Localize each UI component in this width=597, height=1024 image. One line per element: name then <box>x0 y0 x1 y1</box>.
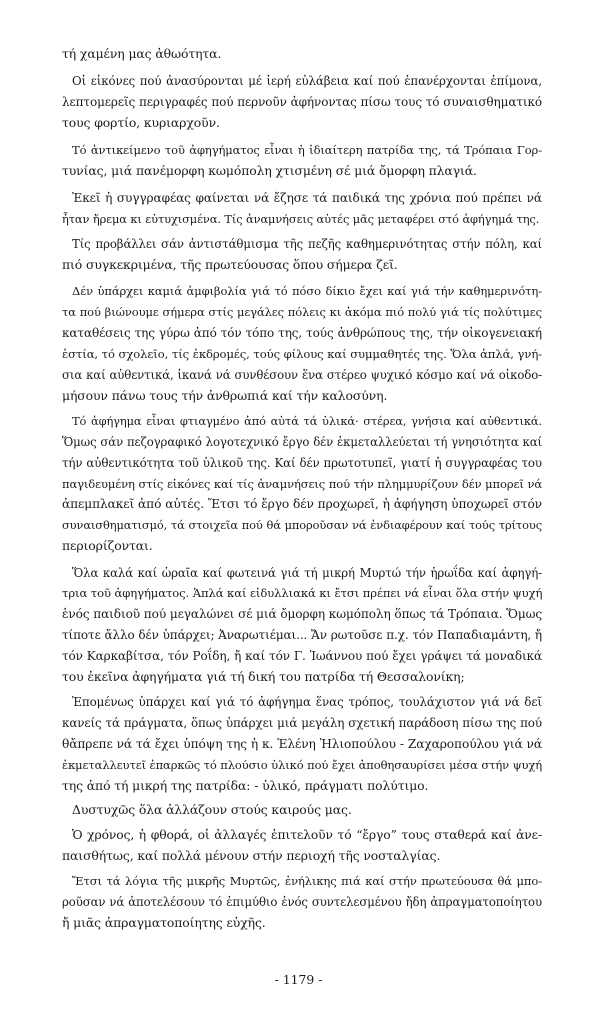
text-line: Ἑπομένως ὑπάρχει καί γιά τό ἀφήγημα ἕνας τρόπος, τουλάχιστον γιά νά δεῖ <box>72 695 542 710</box>
text-line: Ὅλα καλά καί ὡραῖα καί φωτεινά γιά τή μικρή Μυρτώ τήν ἡρωΐδα καί ἀφηγή- <box>72 565 542 580</box>
text-line: Τό ἀφήγημα εἶναι φτιαγμένο ἀπό αὐτά τά ὑλικά· στέρεα, γνήσια καί αὐθεντικά. <box>72 413 542 428</box>
paragraph <box>62 692 542 797</box>
page-number: - 1179 - <box>274 972 323 987</box>
text-line: Δέν ὑπάρχει καμιά ἀμφιβολία γιά τό πόσο δίκιο ἔχει καί γιά τήν καθημερινότη- <box>72 284 542 299</box>
text-line: τόν Καρκαβίτσα, τόν Ροΐδη, ἤ καί τόν Γ. Ἰωάννου πού ἔχει γράψει τά μοναδικά <box>62 649 542 664</box>
text-line: καταθέσεις της γύρω ἀπό τόν τόπο της, τούς ἀνθρώπους της, τήν οἰκογενειακή <box>62 325 542 340</box>
paragraph <box>62 71 542 134</box>
paragraph <box>62 281 542 406</box>
text-line: τή χαμένη μας ἀθωότητα. <box>62 46 222 61</box>
paragraph <box>62 234 542 276</box>
paragraph <box>62 188 542 230</box>
text-line: Ὅμως σάν πεζογραφικό λογοτεχνικό ἔργο δέν ἐκμεταλλεύεται τή γνησιότητα καί <box>62 434 542 449</box>
text-line: Ἔτσι τά λόγια τῆς μικρῆς Μυρτῶς, ἐνήλικης πιά καί στήν πρωτεύουσα θά μπο- <box>72 873 542 888</box>
text-line: τήν αὐθεντικότητα τοῦ ὑλικοῦ της. Καί δέν πρωτοτυπεῖ, γιατί ἡ συγγραφέας του <box>62 455 542 470</box>
paragraph <box>62 44 542 65</box>
paragraph <box>62 563 542 688</box>
text-line: τα πού βιώνουμε σήμερα στίς μεγάλες πόλεις κι ἀκόμα πιό πολύ γιά τίς πολύτιμες <box>62 304 542 319</box>
text-line: ροῦσαν νά ἀποτελέσουν τό ἐπιμύθιο ἑνός συντελεσμένου ἤδη ἀπραγματοποίητου <box>62 894 542 909</box>
text-line: παισθήτως, καί πολλά μένουν στήν περιοχή τῆς νοσταλγίας. <box>62 847 441 863</box>
text-line: ἑστία, τό σχολεῖο, τίς ἐκδρομές, τούς φίλους καί συμμαθητές της. Ὅλα ἁπλά, γνή- <box>62 346 542 361</box>
text-line: Τίς προβάλλει σάν ἀντιστάθμισμα τῆς πεζῆς καθημερινότητας στήν πόλη, καί <box>72 236 542 251</box>
paragraph <box>62 140 542 182</box>
text-line: της ἀπό τή μικρή της πατρίδα: - ὑλικό, πράγματι πολύτιμο. <box>62 778 429 794</box>
text-line: σια καί αὐθεντικά, ἱκανά νά συνθέσουν ἕνα στέρεο ψυχικό κόσμο καί νά οἰκοδο- <box>62 367 542 382</box>
paragraph <box>62 871 542 934</box>
text-line: πιό συγκεκριμένα, τῆς πρωτεύουσας ὅπου σήμερα ζεῖ. <box>62 256 398 272</box>
paragraph <box>62 411 542 557</box>
text-line: τους φορτίο, κυριαρχοῦν. <box>62 115 220 131</box>
text-line: τίποτε ἄλλο δέν ὑπάρχει; Ἀναρωτιέμαι... Ἄν ρωτοῦσε π.χ. τόν Παπαδιαμάντη, ἤ <box>62 628 542 643</box>
text-line: κανείς τά πράγματα, ὅπως ὑπάρχει μιά μεγάλη σχετική παράδοση πίσω της πού <box>62 716 542 731</box>
text-line: τυνίας, μιά πανέμορφη κωμόπολη χτισμένη σέ μιά ὄμορφη πλαγιά. <box>62 163 477 179</box>
text-line: ἐκμεταλλευτεῖ ἐπαρκῶς τό πλούσιο ὑλικό πού ἔχει ἀποθησαυρίσει μέσα στήν ψυχή <box>62 758 543 773</box>
text-line: Ὁ χρόνος, ἡ φθορά, οἱ ἀλλαγές ἐπιτελοῦν τό “ἔργο” τους σταθερά καί ἀνε- <box>72 827 542 842</box>
text-line: του ἐκεῖνα ἀφηγήματα γιά τή δική του πατρίδα τή Θεσσαλονίκη; <box>62 669 465 685</box>
text-line: θἄπρεπε νά τά ἔχει ὑπόψη της ἡ κ. Ἑλένη Ἠλιοπούλου - Ζαχαροπούλου γιά νά <box>62 737 542 752</box>
paragraph <box>62 800 542 821</box>
text-line: ἀπεμπλακεῖ ἀπό αὐτές. Ἔτσι τό ἔργο δέν προχωρεῖ, ἡ ἀφήγηση ὑποχωρεῖ στόν <box>62 497 542 512</box>
page-body <box>62 44 542 934</box>
paragraph <box>62 825 542 867</box>
text-line: λεπτομερεῖς περιγραφές πού περνοῦν ἀφήνοντας πίσω τους τό συναισθηματικό <box>62 95 542 110</box>
text-line: Ἐκεῖ ἡ συγγραφέας φαίνεται νά ἔζησε τά παιδικά της χρόνια πού πρέπει νά <box>72 190 542 205</box>
text-line: Τό ἀντικείμενο τοῦ ἀφηγήματος εἶναι ἡ ἰδιαίτερη πατρίδα της, τά Τρόπαια Γορ- <box>72 143 542 158</box>
text-line: Δυστυχῶς ὅλα ἀλλάζουν στούς καιρούς μας. <box>72 802 352 818</box>
text-line: παγιδευμένη στίς εἰκόνες καί τίς ἀναμνήσεις πού τήν πλημμυρίζουν δέν μπορεῖ νά <box>62 476 542 491</box>
text-line: Οἱ εἰκόνες πού ἀνασύρονται μέ ἱερή εὐλάβεια καί πού ἐπανέρχονται ἐπίμονα, <box>72 74 542 89</box>
text-line: ἑνός παιδιοῦ πού μεγαλώνει σέ μιά ὄμορφη κωμόπολη ὅπως τά Τρόπαια. Ὅμως <box>62 607 543 622</box>
text-line: ἤ μιᾶς ἀπραγματοποίητης εὐχῆς. <box>62 914 266 930</box>
text-line: περιορίζονται. <box>62 538 153 554</box>
text-line: συναισθηματισμό, τά στοιχεῖα πού θά μποροῦσαν νά ἐνδιαφέρουν καί τούς τρίτους <box>62 518 542 533</box>
text-line: ἦταν ἤρεμα κι εὐτυχισμένα. Τίς ἀναμνήσεις αὐτές μᾶς μεταφέρει στό ἀφήγημά της. <box>62 211 540 226</box>
text-line: μήσουν πάνω τους τήν ἀνθρωπιά καί τήν καλοσύνη. <box>62 387 388 403</box>
text-line: τρια τοῦ ἀφηγήματος. Ἁπλά καί εἰδυλλιακά κι ἔτσι πρέπει νά εἶναι ὅλα στήν ψυχή <box>62 586 543 601</box>
